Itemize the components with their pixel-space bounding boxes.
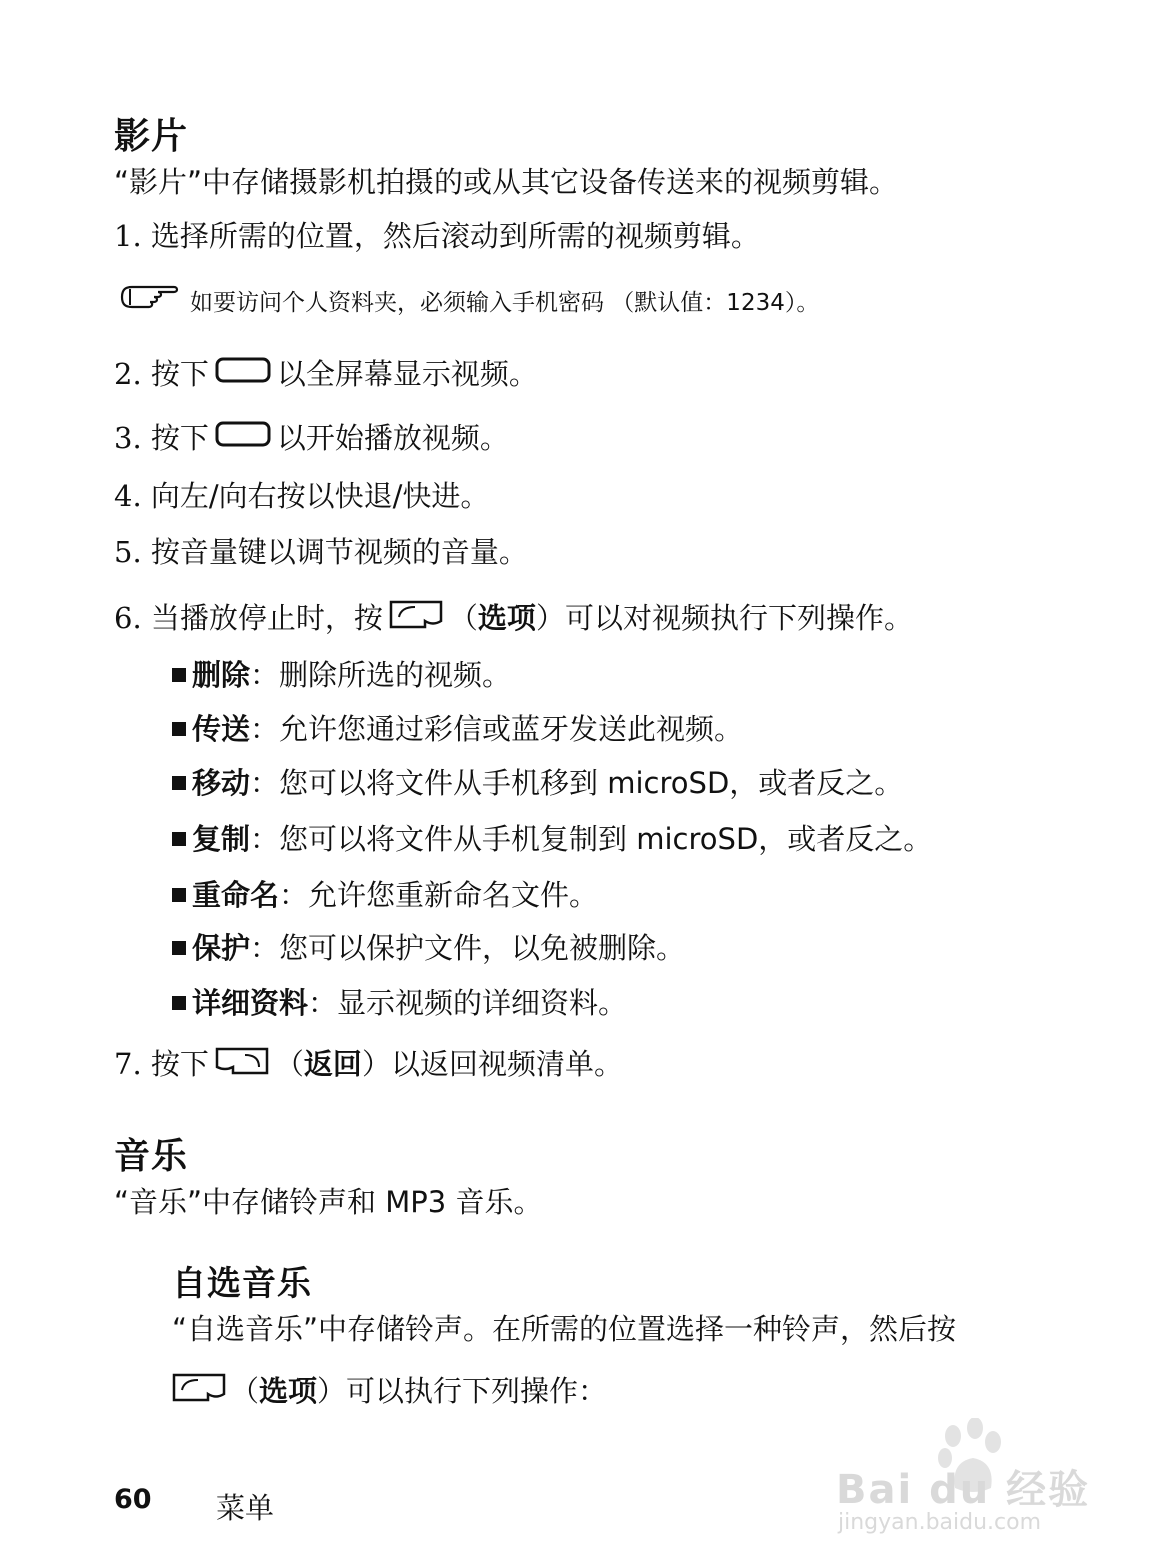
step-text-open: （: [274, 1047, 304, 1081]
watermark-url: jingyan.baidu.com: [838, 1510, 1042, 1535]
text-open: （: [230, 1374, 260, 1408]
center-key-icon: [215, 356, 271, 392]
option-sep: ：: [250, 766, 280, 800]
step-text-pre: 当播放停止时，按: [150, 601, 383, 635]
step-number: 4.: [114, 479, 142, 513]
option-sep: ：: [250, 712, 280, 746]
options-label: 选项: [259, 1374, 318, 1408]
option-term: 重命名: [192, 878, 280, 912]
list-item: [172, 657, 511, 693]
left-softkey-icon: [172, 1372, 226, 1410]
step-text-pre: 按下: [150, 357, 209, 391]
option-desc: 允许您重新命名文件。: [308, 878, 599, 912]
step-number: 3.: [114, 421, 142, 455]
step-2: [114, 356, 538, 392]
subsection-heading: 自选音乐: [172, 1264, 312, 1304]
list-item: [172, 765, 903, 801]
center-key-icon: [215, 420, 271, 456]
step-text-post: ）以返回视频清单。: [361, 1047, 623, 1081]
text-post: ）可以执行下列操作：: [317, 1374, 608, 1408]
step-7: [114, 1045, 623, 1083]
movies-intro: “影片”中存储摄影机拍摄的或从其它设备传送来的视频剪辑。: [114, 165, 899, 199]
step-text-post: ）可以对视频执行下列操作。: [535, 601, 913, 635]
watermark-logo: Bai du 经验: [836, 1467, 1091, 1513]
step-4: [114, 478, 489, 514]
step-5: [114, 534, 528, 570]
option-desc: 允许您通过彩信或蓝牙发送此视频。: [279, 712, 744, 746]
step-number: 1.: [114, 219, 142, 253]
step-3: [114, 420, 509, 456]
step-text-post: 以开始播放视频。: [276, 421, 509, 455]
step-6: [114, 599, 913, 637]
bullet-icon: [172, 888, 186, 902]
option-sep: ：: [250, 658, 280, 692]
step-text-post: 以全屏幕显示视频。: [276, 357, 538, 391]
section-heading-movies: 影片: [114, 116, 189, 157]
option-desc: 您可以将文件从手机复制到 microSD，或者反之。: [279, 822, 933, 856]
option-sep: ：: [308, 986, 338, 1020]
step-text: 按音量键以调节视频的音量。: [150, 535, 528, 569]
step-text: 向左/向右按以快退/快进。: [150, 479, 490, 513]
music-intro: “音乐”中存储铃声和 MP3 音乐。: [114, 1185, 543, 1219]
footer-section: 菜单: [216, 1491, 275, 1525]
option-desc: 删除所选的视频。: [279, 658, 512, 692]
watermark: [836, 1418, 1106, 1538]
note: [118, 283, 819, 317]
step-number: 7.: [114, 1047, 142, 1081]
list-item: [172, 877, 598, 913]
option-sep: ：: [250, 931, 280, 965]
list-item: [172, 985, 627, 1021]
bullet-icon: [172, 832, 186, 846]
option-desc: 您可以保护文件，以免被删除。: [279, 931, 686, 965]
step-text-open: （: [448, 601, 478, 635]
step-text-pre: 按下: [150, 1047, 209, 1081]
pointing-hand-icon: [118, 283, 180, 317]
page-number: 60: [114, 1484, 152, 1515]
option-desc: 显示视频的详细资料。: [337, 986, 628, 1020]
option-desc: 您可以将文件从手机移到 microSD，或者反之。: [279, 766, 904, 800]
bullet-icon: [172, 668, 186, 682]
note-text: 如要访问个人资料夹，必须输入手机密码 （默认值：1234）。: [190, 289, 820, 316]
option-sep: ：: [250, 822, 280, 856]
option-term: 传送: [192, 712, 251, 746]
step-1: [114, 218, 760, 254]
back-label: 返回: [303, 1047, 362, 1081]
step-text-pre: 按下: [150, 421, 209, 455]
option-term: 复制: [192, 822, 251, 856]
option-term: 详细资料: [192, 986, 309, 1020]
section-heading-music: 音乐: [114, 1136, 189, 1177]
option-term: 保护: [192, 931, 251, 965]
bullet-icon: [172, 941, 186, 955]
step-number: 2.: [114, 357, 142, 391]
bullet-icon: [172, 996, 186, 1010]
list-item: [172, 930, 685, 966]
list-item: [172, 821, 932, 857]
step-number: 6.: [114, 601, 142, 635]
subsection-text: “自选音乐”中存储铃声。在所需的位置选择一种铃声，然后按: [172, 1312, 957, 1346]
option-sep: ：: [279, 878, 309, 912]
step-text: 选择所需的位置，然后滚动到所需的视频剪辑。: [150, 219, 760, 253]
list-item: [172, 711, 743, 747]
left-softkey-icon: [389, 599, 443, 637]
right-softkey-icon: [215, 1045, 269, 1083]
option-term: 删除: [192, 658, 251, 692]
bullet-icon: [172, 722, 186, 736]
subsection-text-line2: [172, 1372, 607, 1410]
options-label: 选项: [477, 601, 536, 635]
step-number: 5.: [114, 535, 142, 569]
bullet-icon: [172, 776, 186, 790]
option-term: 移动: [192, 766, 251, 800]
